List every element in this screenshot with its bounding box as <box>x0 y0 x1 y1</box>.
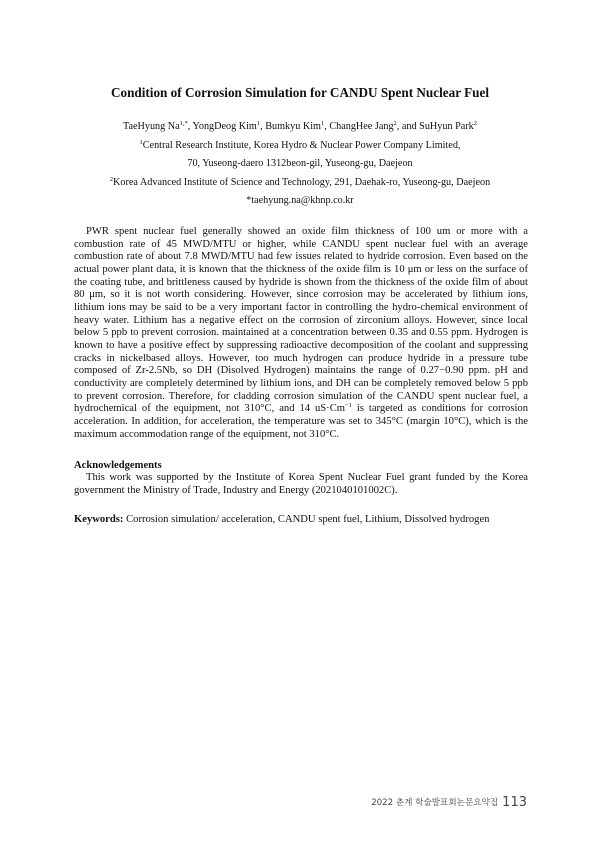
footer-text: 2022 춘계 학술발표회논문요약집 <box>371 798 499 808</box>
author: YongDeog Kim$^1$, <box>192 120 266 132</box>
acknowledgements-heading: Acknowledgements <box>74 460 162 471</box>
affiliation-1-line-1: $^1$Central Research Institute, Korea Hydro & Nuclear Power Company Limited, <box>139 139 461 151</box>
corresponding-email: *taehyung.na@khnp.co.kr <box>246 195 354 206</box>
author: TaeHyung $Na^{1,*}$, <box>122 120 193 132</box>
paper-title: Condition of Corrosion Simulation for CANDU Spent Nuclear Fuel <box>110 85 490 100</box>
page-number: 113 <box>502 795 527 810</box>
affiliation-2: $^2$Korea Advanced Institute of Science and Technology, 291, Daehak-ro, Yuseong-gu, Daejeon <box>109 176 491 188</box>
acknowledgements-body: This work was supported by the Institute of Korea Spent Nuclear Fuel grant funded by the Korea government the Ministry of Trade, Industry and Energy (2021040101002C). <box>74 472 528 496</box>
author-list <box>0 121 600 132</box>
keywords-text: Corrosion simulation/ acceleration, CANDU spent fuel, Lithium, Dissolved hydrogen <box>126 514 490 525</box>
abstract-paragraph: PWR spent nuclear fuel generally showed an oxide film thickness of 100 um or more with a combustion rate of 45 MWD/MTU or higher, while CANDU spent nuclear fuel with an average combustion rate of about 7.8 MWD/MTU had few issues related to hydride corrosion. Even based on the actual power plant data, it is known that the thickness of the oxide film is 10 μm or less on the surface of the coating tube, and brittleness caused by hydride is shown from the thickness of the oxide film of about 80 μm, so it is not worth considering. However, since corrosion may be accelerated by lithium ions, lithium ions may be said to be a very important factor in controlling the hydro-chemical environment of heavy water. Lithium has a negative effect on the corrosion of zirconium alloys. However, since local below 5 ppb to prevent corrosion. maintained at a concentration between 0.35 and 0.55 ppm. Hydrogen is known to have a positive effect by suppressing radioactive decomposition of the coolant and suppressing cracks in nickelbased alloys. However, too much hydrogen can produce hydride in a pressure tube composed of Zr-2.5Nb, so DH (Disolved Hydrogen) maintains the range of 0.27−0.90 ppm. pH and conductivity are completely determined by lithium ions, and DH can be completely removed below 5 ppb to prevent corrosion. Therefore, for cladding corrosion simulation of the CANDU spent nuclear fuel, a hydrochemical of the equipment, not 310°C, and 14 $uS\cdot Cm^{-1}$ is targeted as conditions for corrosion acceleration. In addition, for acceleration, the temperature was set to 345°C (margin 10°C), which is the maximum accommodation range of the equipment, not 310°C. <box>74 226 528 440</box>
keywords-line <box>74 514 528 525</box>
keywords-label: Keywords: <box>74 514 124 525</box>
author: SuHyun Park$^2$ <box>419 120 478 132</box>
author: ChangHee Jang$^2$, and <box>329 120 420 132</box>
page-footer <box>371 791 527 810</box>
author: Bumkyu Kim$^1$, <box>265 120 330 132</box>
affiliation-1-line-2: 70, Yuseong-daero 1312beon-gil, Yuseong-gu, Daejeon <box>187 158 413 169</box>
